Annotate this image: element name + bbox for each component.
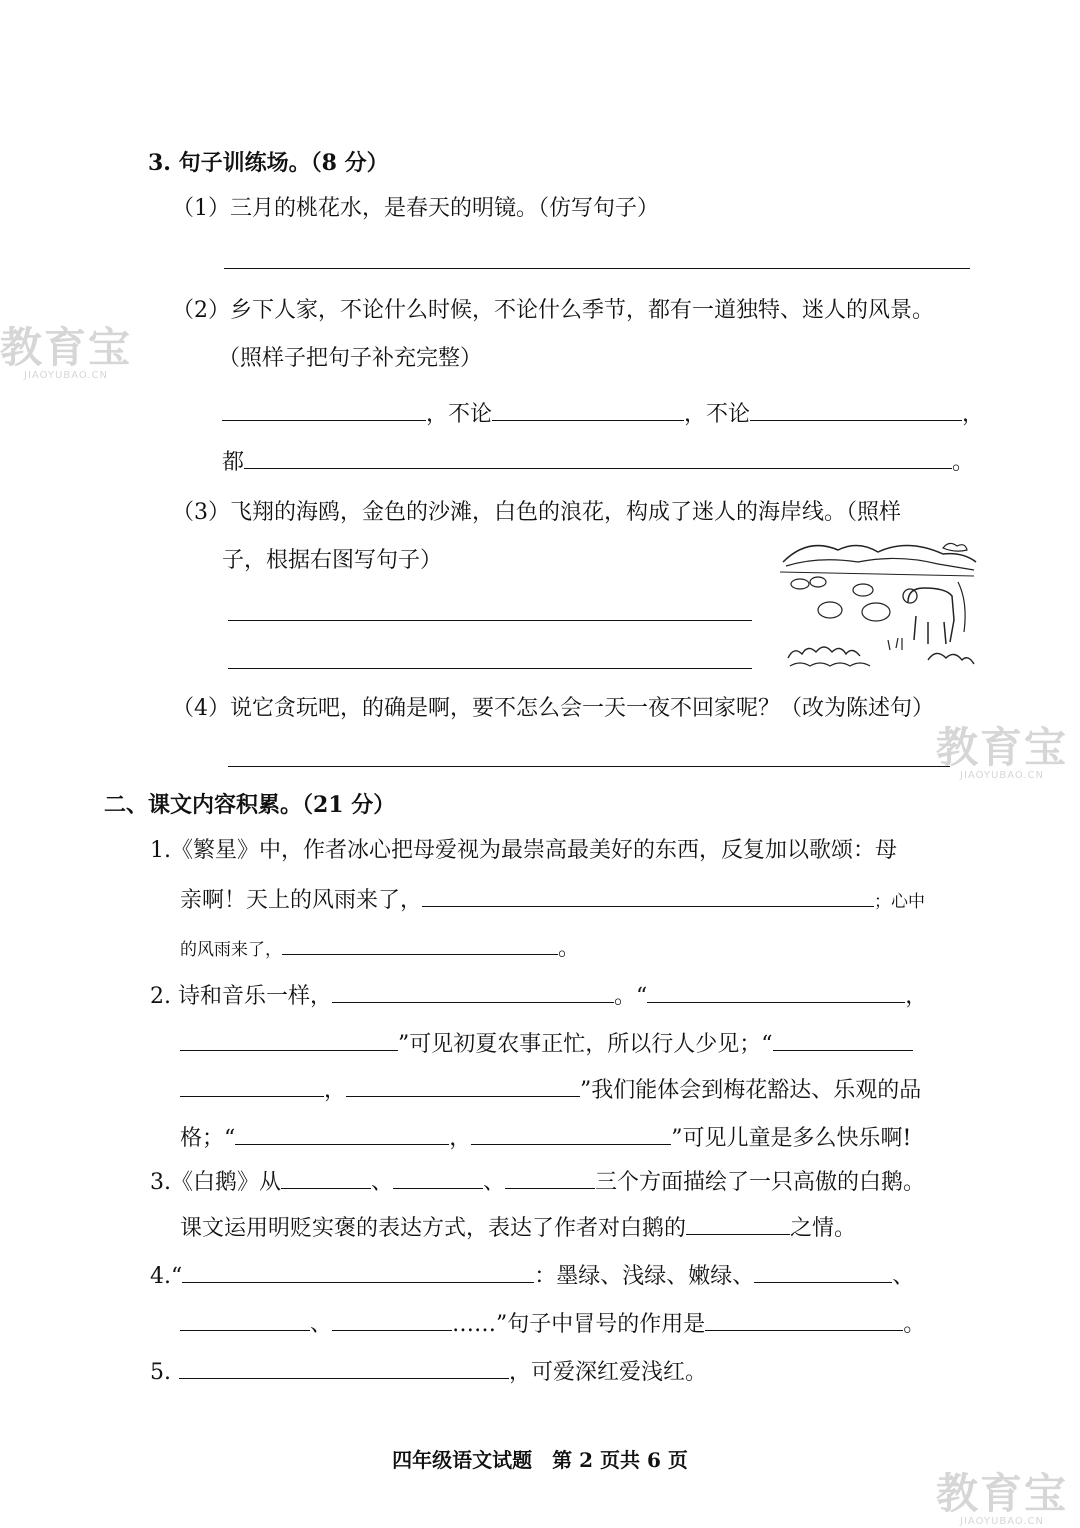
item3-text-5: 课文运用明贬实褒的表达方式，表达了作者对白鹅的: [180, 1216, 687, 1241]
q2-text-5: 。: [952, 450, 975, 475]
watermark-logo-text: 教育宝: [0, 323, 133, 372]
item1-text-4: 。: [558, 936, 581, 961]
item3-blank-1[interactable]: [281, 1166, 371, 1189]
q2-prompt: （2）乡下人家，不论什么时候，不论什么季节，都有一道独特、迷人的风景。: [172, 298, 934, 323]
q2-fill-row-2: [222, 446, 974, 478]
item3-blank-2[interactable]: [393, 1166, 483, 1189]
q3-answer-line-2[interactable]: [228, 668, 752, 669]
item1-row-2: [180, 884, 925, 917]
item3-text-1: 3.《白鹅》从: [150, 1170, 281, 1195]
item4-blank-3[interactable]: [180, 1308, 310, 1331]
pasture-illustration: [778, 532, 978, 674]
item2-blank-7[interactable]: [235, 1122, 449, 1145]
item5-text-2: ，可爱深红爱浅红。: [509, 1360, 708, 1385]
q3-prompt: （3）飞翔的海鸥，金色的沙滩，白色的浪花，构成了迷人的海岸线。（照样: [172, 500, 901, 525]
item5-blank-1[interactable]: [179, 1356, 509, 1379]
watermark-url: JIAOYUBAO.CN: [960, 1516, 1044, 1527]
item3-blank-4[interactable]: [686, 1212, 790, 1235]
q2-blank-4[interactable]: [244, 446, 952, 469]
q2-text-4: 都: [222, 450, 245, 475]
item4-blank-1[interactable]: [182, 1260, 534, 1283]
item4-text-2: ：墨绿、浅绿、嫩绿、: [534, 1264, 755, 1289]
item1-row-3: [180, 932, 580, 965]
item2-text-9: ”可见儿童是多么快乐啊!: [671, 1126, 912, 1151]
q2-fill-row-1: [222, 398, 984, 430]
item2-blank-8[interactable]: [471, 1122, 671, 1145]
item1-blank-1[interactable]: [422, 884, 874, 907]
q4-answer-line[interactable]: [228, 766, 950, 767]
item2-blank-3[interactable]: [180, 1028, 398, 1051]
item5-text-1: 5.: [150, 1360, 171, 1385]
q2-blank-3[interactable]: [750, 398, 962, 421]
watermark-left: [0, 323, 133, 382]
item3-text-3: 、: [483, 1170, 506, 1195]
item2-blank-6[interactable]: [346, 1074, 580, 1097]
q2-blank-1[interactable]: [222, 398, 426, 421]
item2-row-2: [180, 1028, 913, 1060]
item2-text-7: 格；“: [180, 1126, 236, 1151]
item4-text-3: 、: [892, 1264, 915, 1289]
item4-blank-5[interactable]: [705, 1308, 903, 1331]
item4-row-1: [150, 1260, 914, 1292]
item3-text-6: 之情。: [790, 1216, 857, 1241]
item4-text-6: 。: [903, 1312, 926, 1337]
item2-text-2: 。“: [613, 984, 648, 1009]
item5-row: [150, 1356, 707, 1388]
q4-prompt: （4）说它贪玩吧，的确是啊，要不怎么会一天一夜不回家呢？（改为陈述句）: [172, 696, 934, 721]
item2-blank-5[interactable]: [180, 1074, 324, 1097]
item4-text-4: 、: [310, 1312, 333, 1337]
watermark-url: JIAOYUBAO.CN: [24, 370, 108, 381]
item3-row-2: [180, 1212, 856, 1244]
item2-text-6: ”我们能体会到梅花豁达、乐观的品: [580, 1078, 922, 1103]
item2-text-5: ，: [324, 1078, 347, 1103]
item2-row-3: [180, 1074, 921, 1106]
item2-text-4: ”可见初夏农事正忙，所以行人少见；“: [398, 1032, 773, 1057]
item4-text-1: 4.“: [150, 1264, 183, 1289]
item1-text-1: 亲啊！天上的风雨来了，: [180, 888, 423, 913]
q1-prompt: （1）三月的桃花水，是春天的明镜。（仿写句子）: [172, 196, 659, 221]
item3-text-2: 、: [371, 1170, 394, 1195]
item1-blank-2[interactable]: [282, 932, 558, 955]
item1-text-3: 的风雨来了，: [180, 940, 282, 960]
watermark-logo-text: 教育宝: [935, 723, 1068, 772]
q2-blank-2[interactable]: [492, 398, 684, 421]
q3-answer-line-1[interactable]: [228, 620, 752, 621]
watermark-url: JIAOYUBAO.CN: [960, 770, 1044, 781]
item3-blank-3[interactable]: [505, 1166, 595, 1189]
q3-instruction: 子，根据右图写句子）: [222, 548, 443, 573]
item4-blank-2[interactable]: [754, 1260, 892, 1283]
item2-blank-1[interactable]: [332, 980, 614, 1003]
item2-blank-4[interactable]: [773, 1028, 913, 1051]
part2-title: 二、课文内容积累。（21 分）: [104, 792, 396, 818]
item3-text-4: 三个方面描绘了一只高傲的白鹅。: [595, 1170, 926, 1195]
item2-row-1: [150, 980, 927, 1012]
item1-prompt: 1.《繁星》中，作者冰心把母爱视为最崇高最美好的东西，反复加以歌颂：母: [150, 838, 897, 863]
q2-text-2: ，不论: [684, 402, 751, 427]
item2-text-1: 2. 诗和音乐一样，: [150, 984, 332, 1009]
q2-text-1: ，不论: [426, 402, 493, 427]
item2-text-3: ，: [905, 984, 928, 1009]
section3-title: 3. 句子训练场。（8 分）: [148, 150, 389, 176]
item3-row-1: [150, 1166, 925, 1198]
q2-text-3: ，: [962, 402, 985, 427]
item2-blank-2[interactable]: [647, 980, 905, 1003]
item2-row-4: [180, 1122, 911, 1154]
watermark-logo-text: 教育宝: [935, 1469, 1068, 1518]
watermark-right-bottom: [934, 1469, 1070, 1528]
item4-text-5: ……”句子中冒号的作用是: [452, 1312, 706, 1337]
item2-text-8: ，: [449, 1126, 472, 1151]
item4-row-2: [180, 1308, 925, 1340]
item1-text-2: ；心中: [874, 892, 926, 912]
watermark-right-mid: [934, 723, 1070, 782]
item4-blank-4[interactable]: [332, 1308, 452, 1331]
q2-instruction: （照样子把句子补充完整）: [218, 346, 483, 371]
q1-answer-line[interactable]: [224, 268, 970, 269]
page-footer: 四年级语文试题 第 2 页共 6 页: [392, 1448, 688, 1472]
